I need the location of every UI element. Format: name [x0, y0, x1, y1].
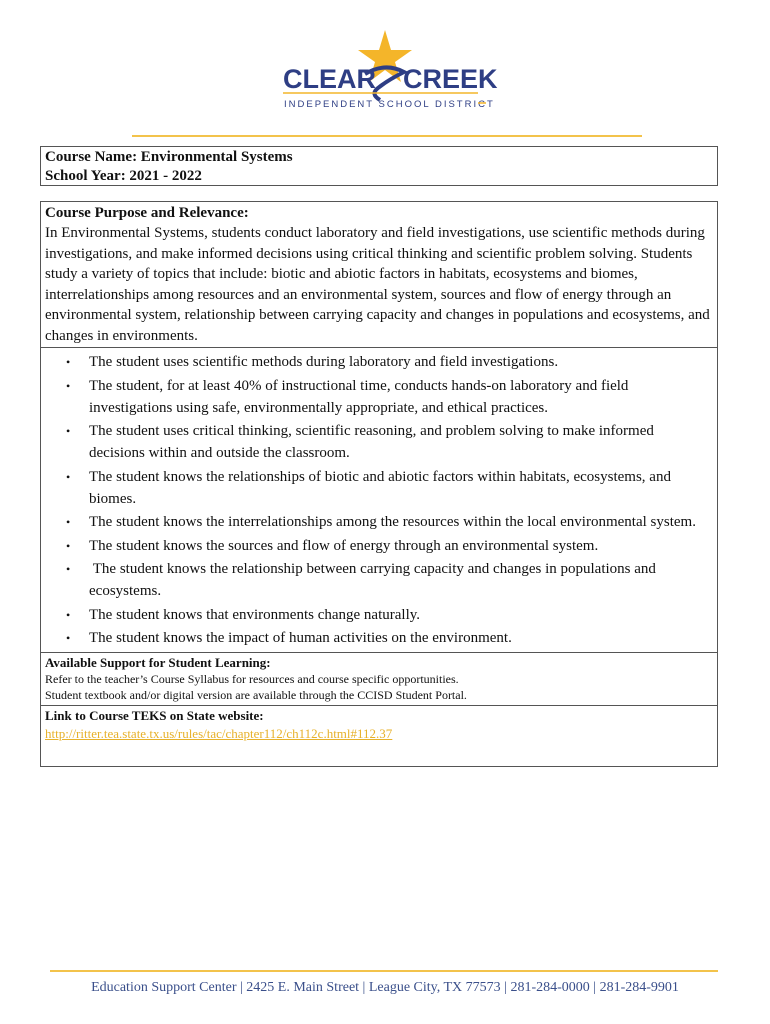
standard-text: The student, for at least 40% of instructional time, conducts hands-on laboratory and field investigations using safe, environmentally appropriate, and ethical practices.: [89, 377, 629, 416]
list-item: [45, 466, 713, 510]
logo-word-creek: CREEK: [403, 64, 498, 94]
list-item: [45, 420, 713, 464]
list-item: [45, 375, 713, 419]
logo-subtitle: INDEPENDENT SCHOOL DISTRICT: [284, 99, 495, 110]
bullet-icon: •: [66, 378, 71, 393]
support-line-textbook: Student textbook and/or digital version are available through the CCISD Student Portal.: [45, 688, 467, 702]
header-divider: [132, 135, 642, 137]
standard-text: The student uses scientific methods during laboratory and field investigations.: [89, 354, 559, 370]
standard-text: The student uses critical thinking, scientific reasoning, and problem solving to make informed decisions within and outside the classroom.: [89, 423, 654, 461]
clear-creek-logo: [270, 28, 500, 118]
standard-text: The student knows that environments change naturally.: [89, 606, 421, 623]
teks-section: [41, 706, 717, 744]
logo-word-clear: CLEAR: [283, 64, 376, 94]
school-year: School Year: 2021 - 2022: [45, 168, 202, 184]
teks-heading: Link to Course TEKS on State website:: [45, 707, 264, 723]
support-section: [41, 653, 717, 706]
list-item: [45, 535, 713, 557]
footer-divider: [50, 970, 718, 972]
standard-text: The student knows the relationship between carrying capacity and changes in populations and ecosystems.: [89, 561, 660, 599]
list-item: [45, 627, 713, 649]
list-item: [45, 558, 713, 602]
standard-text: The student knows the interrelationships among the resources within the local environmental system.: [89, 514, 696, 530]
support-heading: Available Support for Student Learning:: [45, 654, 271, 670]
support-line-syllabus: Refer to the teacher’s Course Syllabus for resources and course specific opportunities.: [45, 671, 459, 686]
clear-creek-logo-graphic: [270, 28, 500, 118]
purpose-heading: Course Purpose and Relevance:: [45, 205, 249, 221]
standard-text: The student knows the sources and flow of energy through an environmental system.: [89, 537, 599, 554]
bullet-icon: •: [66, 355, 71, 369]
footer-contact: Education Support Center | 2425 E. Main Street | League City, TX 77573 | 281-284-0000 | 281-284-9901: [91, 980, 679, 995]
standard-text: The student knows the relationships of biotic and abiotic factors within habitats, ecosystems, and biomes.: [89, 468, 671, 507]
purpose-text: In Environmental Systems, students conduct laboratory and field investigations, use scientific methods during investigations, and make informed decisions using critical thinking and scientific problem solving. Students study a variety of topics that include: biotic and abiotic factors in habitats, ecosystems and biomes, interrelationships among resources and an environmental system, sources and flow of energy through an environmental system, relationship between carrying capacity and changes in populations and ecosystems, and changes in environments.: [45, 225, 710, 344]
teks-link[interactable]: http://ritter.tea.state.tx.us/rules/tac/chapter112/ch112c.html#112.37: [45, 725, 393, 741]
bullet-icon: •: [66, 515, 71, 529]
list-item: [45, 604, 713, 626]
bullet-icon: •: [66, 607, 71, 622]
bullet-icon: •: [66, 424, 71, 438]
bullet-icon: •: [66, 562, 71, 576]
standard-text: The student knows the impact of human activities on the environment.: [89, 630, 512, 646]
list-item: [45, 351, 713, 373]
bullet-icon: •: [66, 469, 71, 484]
course-details-table: [40, 201, 718, 767]
course-info-box: [40, 146, 718, 186]
course-name: Course Name: Environmental Systems: [45, 149, 293, 165]
bullet-icon: •: [66, 538, 71, 553]
standards-list: [45, 349, 713, 649]
standards-section: [41, 348, 717, 653]
list-item: [45, 511, 713, 533]
purpose-section: [41, 202, 717, 348]
bullet-icon: •: [66, 631, 71, 645]
